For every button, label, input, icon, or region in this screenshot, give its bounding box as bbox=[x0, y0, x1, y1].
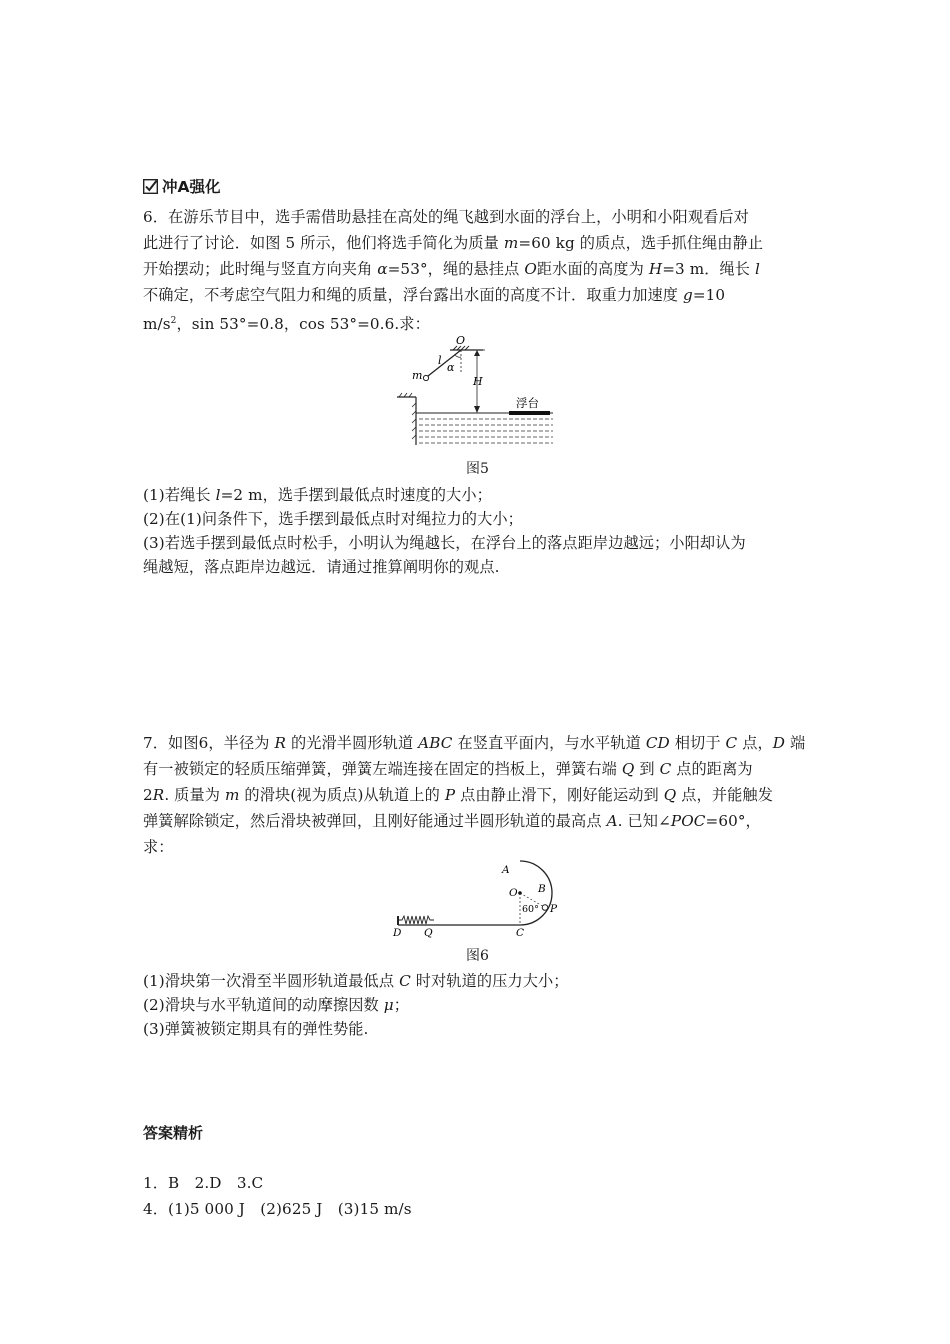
spring bbox=[398, 916, 434, 924]
section-title: 冲A强化 bbox=[162, 178, 221, 196]
label-angle: 60° bbox=[522, 904, 539, 915]
label-a: A bbox=[502, 864, 510, 876]
q7-line: 弹簧解除锁定，然后滑块被弹回，且刚好能通过半圆形轨道的最高点 A. 已知∠POC=60°， bbox=[143, 812, 761, 830]
semicircle-track bbox=[520, 861, 552, 925]
q7-subquestion: (3)弹簧被锁定期具有的弹性势能. bbox=[143, 1020, 369, 1038]
answer-line: 4．(1)5 000 J (2)625 J (3)15 m/s bbox=[143, 1200, 412, 1218]
q6-subquestion: (2)在(1)问条件下，选手摆到最低点时对绳拉力的大小； bbox=[143, 510, 523, 528]
q6-line: 此进行了讨论．如图 5 所示，他们将选手简化为质量 m=60 kg 的质点，选手抓住绳由静止 bbox=[143, 234, 764, 252]
h-arrow-down bbox=[474, 406, 480, 413]
label-q: Q bbox=[424, 927, 433, 938]
q7-line: 2R. 质量为 m 的滑块(视为质点)从轨道上的 P 点由静止滑下，刚好能运动到 Q 点，并能触发 bbox=[143, 786, 773, 804]
water-lines bbox=[419, 419, 553, 443]
label-platform: 浮台 bbox=[516, 396, 539, 410]
q7-subquestion: (1)滑块第一次滑至半圆形轨道最低点 C 时对轨道的压力大小； bbox=[143, 972, 569, 990]
q6-line: 不确定，不考虑空气阻力和绳的质量，浮台露出水面的高度不计．取重力加速度 g=10 bbox=[143, 286, 726, 304]
mass-point bbox=[423, 375, 428, 380]
q6-line: $m/s^2$，sin 53°=0.8，cos 53°=0.6.求： bbox=[143, 315, 430, 334]
q7-line: 7．如图6，半径为 R 的光滑半圆形轨道 ABC 在竖直平面内，与水平轨道 CD 相切于 C 点，D 端 bbox=[143, 734, 806, 752]
answer-line: 1．B 2.D 3.C bbox=[143, 1174, 264, 1192]
floating-platform bbox=[509, 411, 550, 415]
label-alpha: α bbox=[447, 361, 455, 374]
q7-line: 求： bbox=[143, 838, 174, 856]
q6-line: 开始摆动；此时绳与竖直方向夹角 α=53°，绳的悬挂点 O距水面的高度为 H=3 m．绳长 l bbox=[143, 260, 760, 278]
figure-6 bbox=[390, 858, 575, 938]
q6-subquestion: 绳越短，落点距岸边越远．请通过推算阐明你的观点. bbox=[143, 558, 500, 576]
section-header bbox=[143, 175, 221, 197]
q7-line: 有一被锁定的轻质压缩弹簧，弹簧左端连接在固定的挡板上，弹簧右端 Q 到 C 点的距离为 bbox=[143, 760, 753, 778]
label-h: H bbox=[473, 375, 483, 388]
q6-subquestion: (1)若绳长 l=2 m，选手摆到最低点时速度的大小； bbox=[143, 486, 492, 504]
figure-6-caption: 图6 bbox=[466, 948, 489, 964]
slider-block bbox=[542, 905, 548, 911]
label-l: l bbox=[438, 354, 442, 367]
figure-5-caption: 图5 bbox=[466, 461, 489, 477]
q6-line: 6．在游乐节目中，选手需借助悬挂在高处的绳飞越到水面的浮台上，小明和小阳观看后对 bbox=[143, 208, 749, 226]
label-d: D bbox=[393, 927, 402, 938]
label-m: m bbox=[412, 369, 423, 382]
answers-title: 答案精析 bbox=[143, 1124, 204, 1142]
checkbox-icon bbox=[143, 179, 158, 194]
q6-subquestion: (3)若选手摆到最低点时松手，小明认为绳越长，在浮台上的落点距岸边越远；小阳却认为 bbox=[143, 534, 746, 552]
q7-subquestion: (2)滑块与水平轨道间的动摩擦因数 μ； bbox=[143, 996, 410, 1014]
label-p: P bbox=[550, 903, 558, 915]
rope bbox=[428, 350, 461, 376]
label-o: O bbox=[456, 334, 466, 347]
h-arrow-up bbox=[474, 350, 480, 356]
bank-hatch bbox=[399, 393, 416, 439]
label-b: B bbox=[538, 883, 546, 895]
angle-arc bbox=[455, 355, 461, 357]
label-o: O bbox=[509, 887, 518, 899]
label-c: C bbox=[516, 927, 525, 938]
figure-5 bbox=[395, 333, 565, 447]
